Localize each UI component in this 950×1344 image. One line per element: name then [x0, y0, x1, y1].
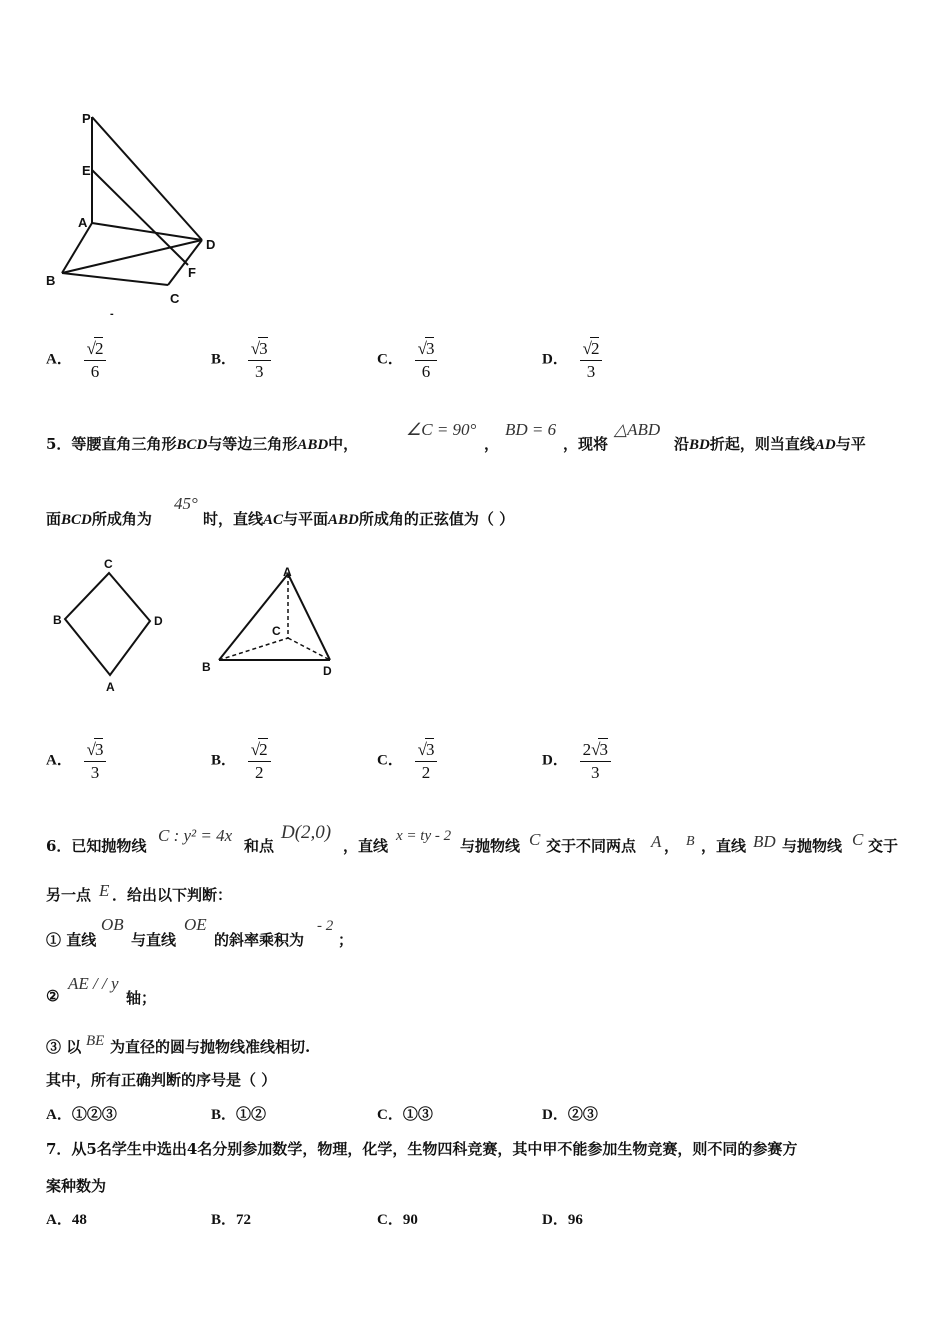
label-c: C	[104, 557, 113, 571]
radicand: 3	[425, 339, 435, 358]
stray-dot: -	[110, 308, 114, 320]
label-a: A	[106, 680, 115, 694]
q5-text: 所成角的正弦值为（ ）	[358, 510, 515, 528]
label-f: F	[188, 265, 196, 280]
radicand: 3	[94, 740, 104, 759]
q6-option-d[interactable]: D．②③	[542, 1107, 598, 1123]
q5-text: 5．等腰直角三角形	[46, 435, 177, 453]
q5-bd: BD	[689, 437, 710, 453]
q5-abd: ABD	[328, 512, 359, 528]
radicand: 3	[259, 339, 268, 358]
q6-option-a[interactable]: A．①②③	[46, 1107, 117, 1123]
fraction: $\frac{√2}{6}$	[84, 337, 107, 383]
option-letter: A．	[46, 752, 72, 769]
q5-line-1	[46, 433, 358, 454]
q6-text-5: 交于不同两点	[546, 837, 637, 855]
q6-j3-text-1: ③ 以	[46, 1038, 82, 1056]
q6-c: C	[529, 830, 541, 849]
denominator: 3	[591, 763, 600, 782]
radicand: 2	[259, 740, 268, 759]
q4-option-c[interactable]	[377, 337, 437, 383]
q6-text-3: ，直线	[343, 837, 389, 855]
fraction: $\frac{√3}{3}$	[248, 337, 271, 383]
q5-triangle-abd: △ABD	[614, 420, 661, 439]
option-letter: C．	[377, 351, 403, 368]
label-c: C	[272, 624, 281, 638]
q7-line-2: 案种数为	[46, 1177, 107, 1195]
q5-text: 中，	[328, 435, 359, 453]
q6-j1-text-4: ；	[338, 931, 354, 949]
q5-text: 折起，则当直线	[709, 435, 815, 453]
option-letter: A．	[46, 351, 72, 368]
label-p: P	[82, 111, 91, 126]
label-b: B	[202, 660, 211, 674]
radicand: 2	[590, 339, 600, 358]
label-a: A	[283, 565, 292, 579]
q5-option-a[interactable]	[46, 738, 106, 784]
q6-neg2: - 2	[317, 918, 334, 934]
option-letter: D．	[542, 752, 568, 769]
radicand: 3	[599, 740, 608, 759]
q5-text: ，现将	[563, 435, 609, 453]
q5-option-d[interactable]	[542, 738, 611, 784]
q6-j3-text-2: 为直径的圆与抛物线准线相切.	[110, 1038, 311, 1056]
q5-ad: AD	[814, 437, 836, 453]
q6-parabola: C : y² = 4x	[158, 826, 233, 845]
q6-b: B	[686, 834, 695, 849]
q6-text-4: 与抛物线	[460, 837, 521, 855]
q6-oe: OE	[184, 915, 207, 934]
label-d: D	[154, 614, 163, 628]
q5-line-1b	[563, 433, 608, 454]
q5-bcd: BCD	[176, 437, 208, 453]
q6-j1-text-2: 与直线	[131, 931, 177, 949]
denominator: 3	[586, 362, 596, 381]
q6-j2-text-1: ②	[46, 987, 60, 1005]
q6-text-2: 和点	[244, 837, 275, 855]
q5-text: 时，直线	[203, 510, 264, 528]
denominator: 3	[254, 362, 264, 381]
q5-bd-eq: BD = 6	[505, 420, 557, 439]
q7-option-d[interactable]: D．96	[542, 1212, 583, 1228]
q6-l2-text-2: ．给出以下判断：	[112, 886, 233, 904]
denominator: 2	[421, 763, 431, 782]
q5-option-c[interactable]	[377, 738, 437, 784]
figure-tetrahedron	[195, 560, 345, 685]
q6-text-8: 与抛物线	[782, 837, 843, 855]
denominator: 2	[254, 763, 264, 782]
q6-option-c[interactable]: C．①③	[377, 1107, 433, 1123]
option-letter: B．	[211, 752, 237, 769]
fraction: $\frac{√3}{3}$	[84, 738, 107, 784]
q5-text: 与平	[835, 435, 866, 453]
q5-line-1c	[674, 433, 866, 454]
label-e: E	[82, 163, 91, 178]
q7-option-c[interactable]: C．90	[377, 1212, 418, 1228]
q6-option-b[interactable]: B．①②	[211, 1107, 267, 1123]
radicand: 2	[94, 339, 104, 358]
q7-option-b[interactable]: B．72	[211, 1212, 252, 1228]
q5-text: 与平面	[283, 510, 329, 528]
figure-square-bcd	[50, 553, 175, 698]
q6-e: E	[99, 881, 110, 900]
q6-c2: C	[852, 830, 864, 849]
q6-be: BE	[86, 1033, 105, 1049]
q5-bcd: BCD	[61, 512, 92, 528]
q7-line-1: 7．从5名学生中选出4名分别参加数学，物理，化学，生物四科竞赛，其中甲不能参加生物竞赛，则不同的参赛方	[46, 1140, 798, 1158]
label-d: D	[206, 237, 216, 252]
q5-angle-45: 45°	[174, 494, 198, 513]
q6-j1-text-1: ① 直线	[46, 931, 97, 949]
q4-option-d[interactable]	[542, 337, 602, 383]
q6-ob: OB	[101, 915, 124, 934]
figure-pyramid	[40, 105, 240, 320]
q5-line-2b	[203, 508, 514, 529]
label-b: B	[53, 613, 62, 627]
denominator: 6	[421, 362, 431, 381]
coef: 2	[582, 740, 592, 759]
q6-j1-text-3: 的斜率乘积为	[214, 931, 305, 949]
option-letter: B．	[211, 351, 237, 368]
q4-option-a[interactable]	[46, 337, 106, 383]
q6-question: 其中，所有正确判断的序号是（ ）	[46, 1071, 277, 1089]
label-c: C	[170, 291, 180, 306]
q5-text: 与等边三角形	[207, 435, 298, 453]
q5-ac: AC	[263, 512, 284, 528]
q5-angle-c: ∠C = 90°	[406, 420, 477, 439]
fraction: $\frac{√2}{2}$	[248, 738, 271, 784]
q6-point-d: D(2,0)	[281, 822, 332, 843]
q5-option-b[interactable]	[211, 738, 271, 784]
fraction: $\frac{√3}{2}$	[415, 738, 438, 784]
q6-line-eq: x = ty - 2	[396, 828, 452, 844]
fraction: $\frac{√2}{3}$	[580, 337, 603, 383]
label-b: B	[46, 273, 56, 288]
q6-l2-text-1: 另一点	[46, 886, 92, 904]
q7-option-a[interactable]: A．48	[46, 1212, 87, 1228]
denominator: 3	[90, 763, 100, 782]
option-letter: D．	[542, 351, 568, 368]
q5-comma: ，	[484, 435, 500, 453]
q5-abd: ABD	[297, 437, 329, 453]
q6-text-1: 6．已知抛物线	[46, 837, 147, 855]
q6-text-6: ，	[664, 837, 680, 855]
q6-bd: BD	[753, 832, 776, 851]
q6-a: A	[651, 832, 662, 851]
fraction: $\frac{2√3}{3}$	[580, 738, 611, 784]
q4-option-b[interactable]	[211, 337, 271, 383]
label-d: D	[323, 664, 332, 678]
q6-ae: AE / / y	[68, 974, 119, 993]
q6-text-9: 交于	[868, 837, 899, 855]
q5-text: 沿	[674, 435, 690, 453]
radicand: 3	[425, 740, 435, 759]
denominator: 6	[90, 362, 100, 381]
q6-text-7: ，直线	[701, 837, 747, 855]
q5-text: 面	[46, 510, 62, 528]
q6-j2-text-2: 轴；	[126, 989, 157, 1007]
label-a: A	[78, 215, 88, 230]
fraction: $\frac{√3}{6}$	[415, 337, 438, 383]
option-letter: C．	[377, 752, 403, 769]
q5-text: 所成角为	[91, 510, 152, 528]
q5-line-2	[46, 508, 152, 529]
